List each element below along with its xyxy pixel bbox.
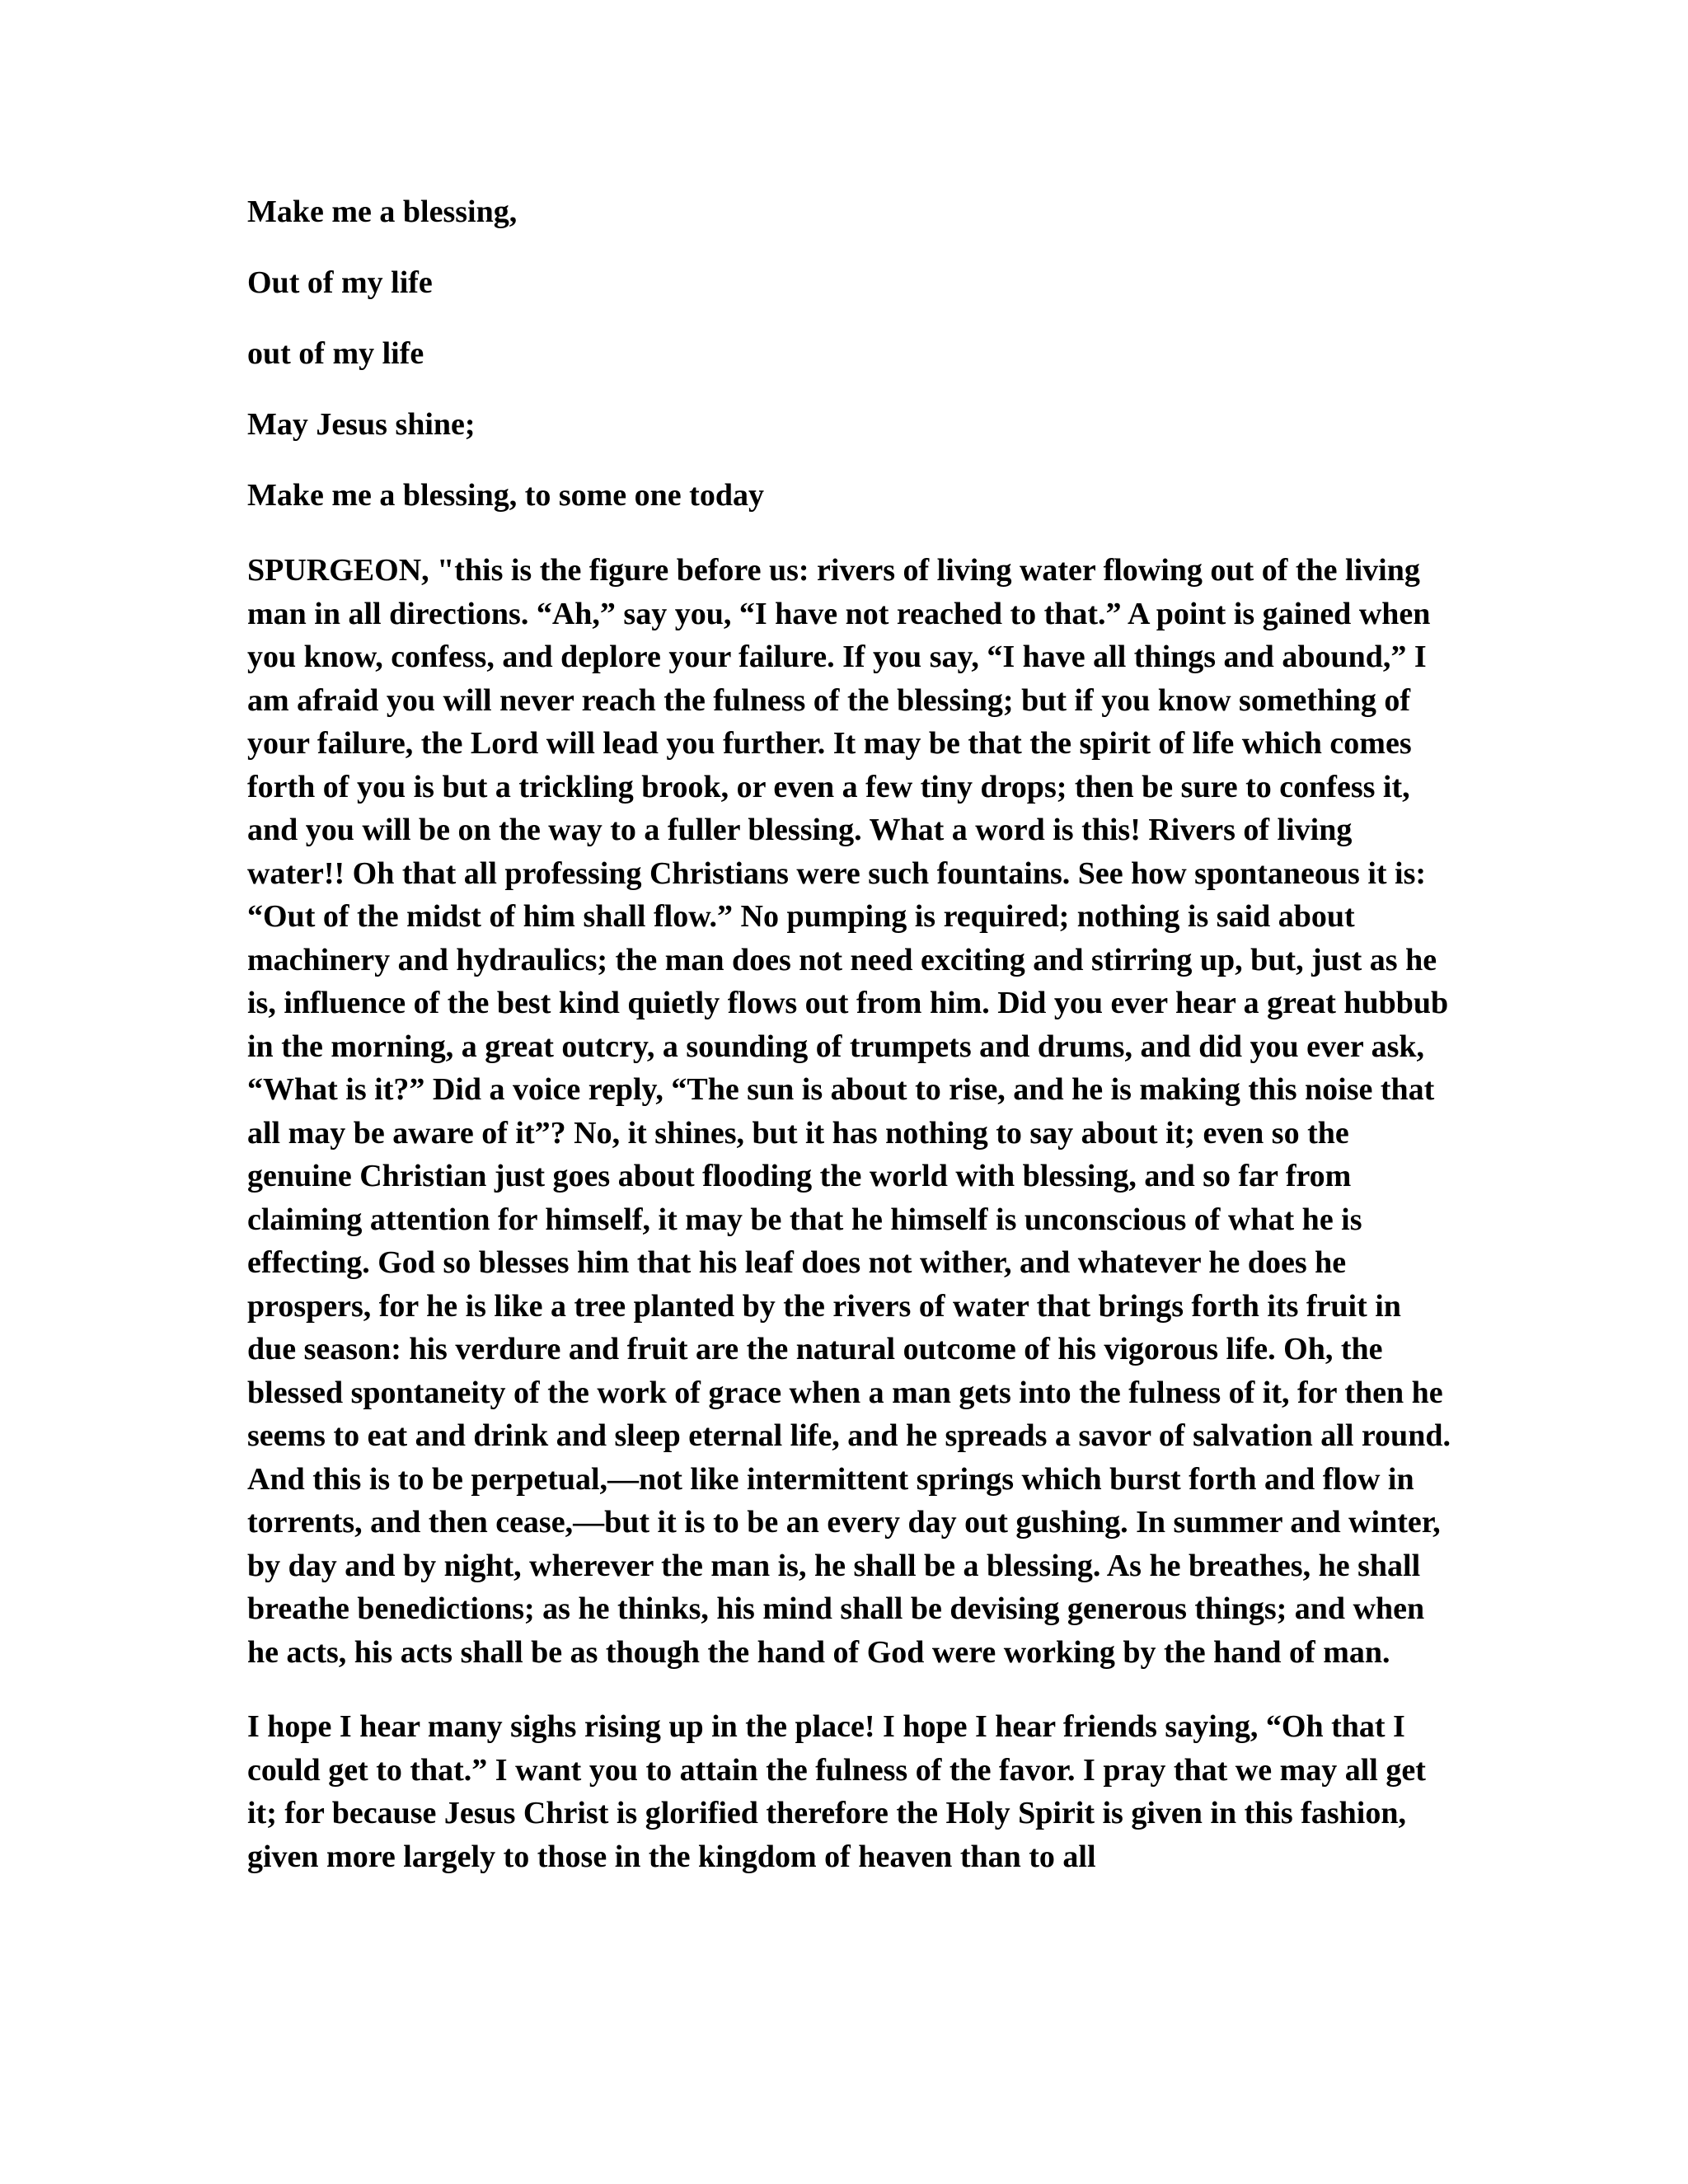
spurgeon-quote-paragraph: SPURGEON, "this is the figure before us: rivers of living water flowing out of the living man in all directions. “Ah,” say you, “I have not reached to that.” A point is gained when you know, confess, and deplore your failure. If you say, “I have all things and abound,” I am afraid you will never reach the fulness of the blessing; but if you know something of your failure, the Lord will lead you further. It may be that the spirit of life which comes forth of you is but a trickling brook, or even a few tiny drops; then be sure to confess it, and you will be on the way to a fuller blessing. What a word is this! Rivers of living water!! Oh that all professing Christians were such fountains. See how spontaneous it is: “Out of the midst of him shall flow.” No pumping is required; nothing is said about machinery and hydraulics; the man does not need exciting and stirring up, but, just as he is, influence of the best kind quietly flows out from him. Did you ever hear a great hubbub in the morning, a great outcry, a sounding of trumpets and drums, and did you ever ask, “What is it?” Did a voice reply, “The sun is about to rise, and he is making this noise that all may be aware of it”? No, it shines, but it has nothing to say about it; even so the genuine Christian just goes about flooding the world with blessing, and so far from claiming attention for himself, it may be that he himself is unconscious of what he is effecting. God so blesses him that his leaf does not wither, and whatever he does he prospers, for he is like a tree planted by the rivers of water that brings forth its fruit in due season: his verdure and fruit are the natural outcome of his vigorous life. Oh, the blessed spontaneity of the work of grace when a man gets into the fulness of it, for then he seems to eat and drink and sleep eternal life, and he spreads a savor of salvation all round. And this is to be perpetual,—not like intermittent springs which burst forth and flow in torrents, and then cease,—but it is to be an every day out gushing. In summer and winter, by day and by night, wherever the man is, he shall be a blessing. As he breathes, he shall breathe benedictions; as he thinks, his mind shall be devising generous things; and when he acts, his acts shall be as though the hand of God were working by the hand of man. bbox=[247, 553, 1451, 1670]
verse-line: Make me a blessing, bbox=[247, 194, 518, 229]
closing-paragraph: I hope I hear many sighs rising up in the place! I hope I hear friends saying, “Oh that I could get to that.” I want you to attain the fulness of the favor. I pray that we may all get it; for because Jesus Christ is glorified therefore the Holy Spirit is given in this fashion, given more largely to those in the kingdom of heaven than to all bbox=[247, 1709, 1426, 1874]
verse-line: Make me a blessing, to some one today bbox=[247, 478, 764, 513]
document-body bbox=[247, 194, 1451, 1878]
verse-line: Out of my life bbox=[247, 265, 433, 300]
verse-line: May Jesus shine; bbox=[247, 407, 476, 442]
verse-line: out of my life bbox=[247, 336, 424, 371]
